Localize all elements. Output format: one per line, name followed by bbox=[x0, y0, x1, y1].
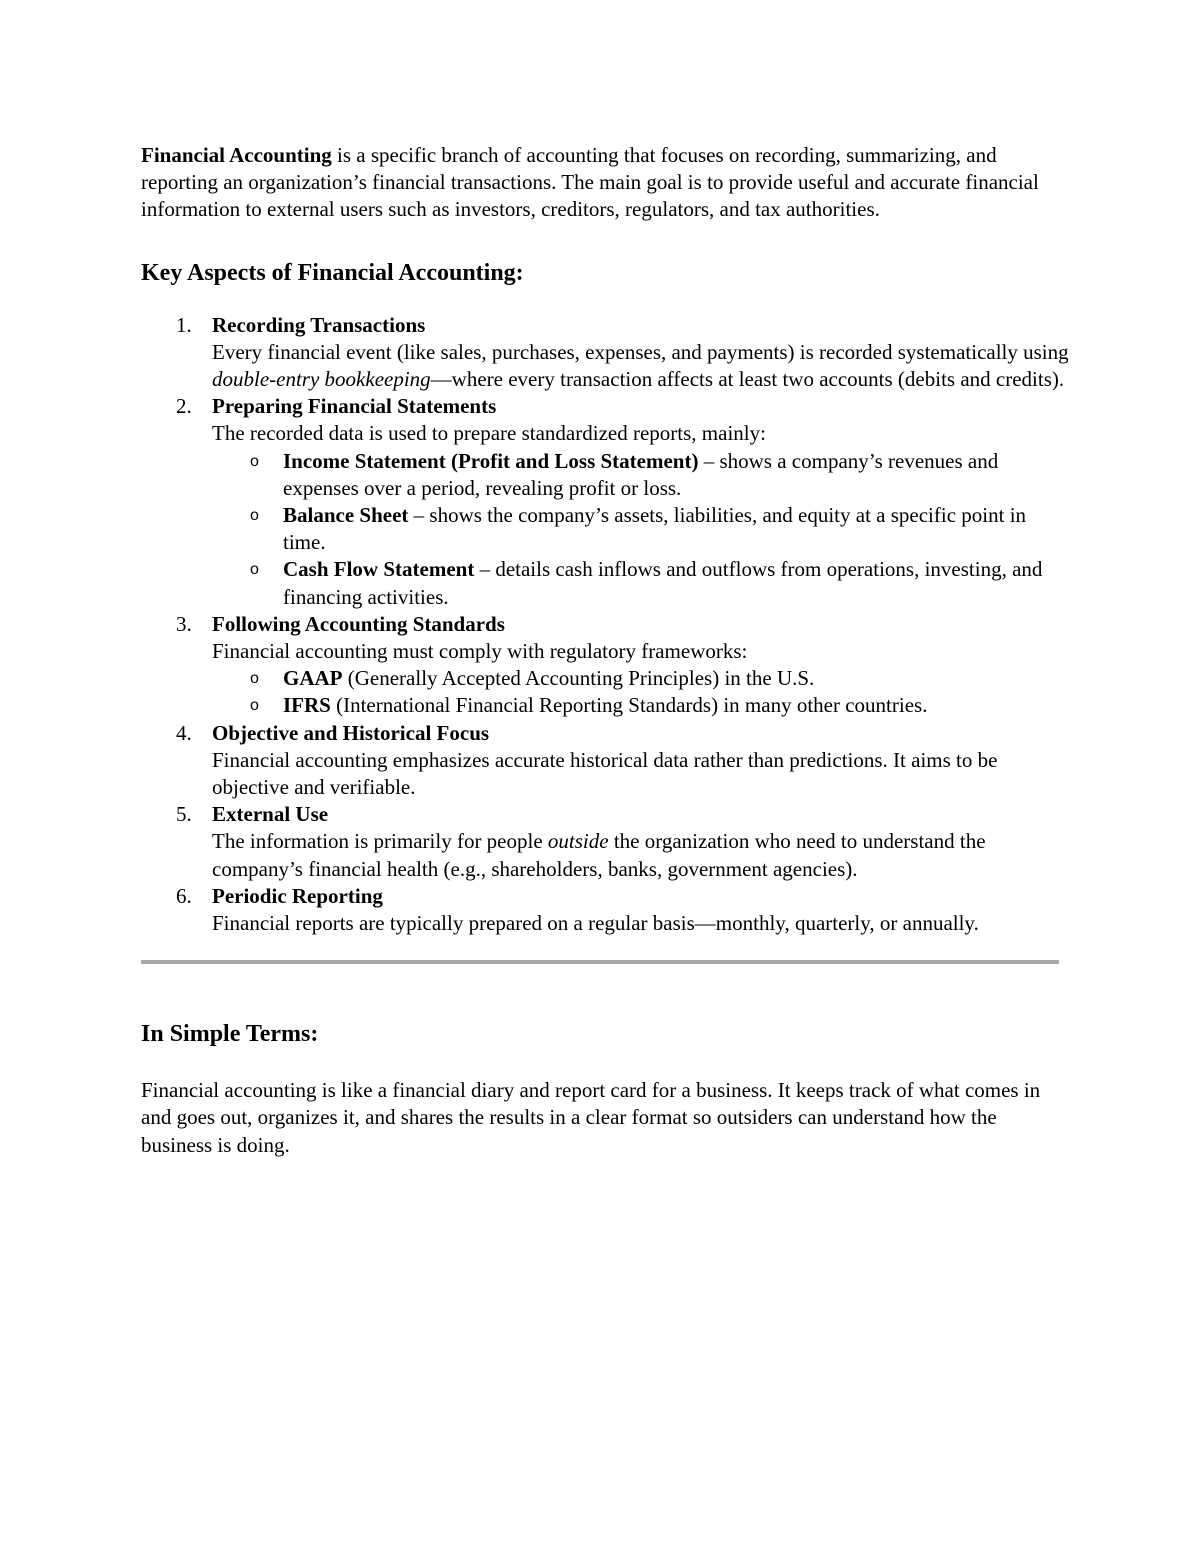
item-description: Financial accounting must comply with regulatory frameworks: bbox=[212, 639, 748, 664]
sub-list-item bbox=[212, 502, 1071, 556]
list-item bbox=[141, 393, 1071, 611]
key-aspects-list bbox=[141, 312, 1071, 938]
sub-item-text: – details cash inflows and outflows from operations, investing, and financing activities. bbox=[283, 557, 1043, 609]
list-item bbox=[141, 720, 1071, 802]
sub-item-text: – shows a company’s revenues and expenses over a period, revealing profit or loss. bbox=[283, 448, 999, 500]
item-description: Financial reports are typically prepared on a regular basis—monthly, quarterly, or annually. bbox=[212, 911, 979, 936]
item-title: External Use bbox=[212, 802, 329, 827]
bullet-icon: o bbox=[250, 670, 259, 688]
sub-list bbox=[212, 448, 1071, 611]
sub-list-item bbox=[212, 692, 1071, 719]
sub-item-text: (Generally Accepted Accounting Principles) in the U.S. bbox=[342, 666, 815, 691]
intro-bold-term: Financial Accounting bbox=[141, 143, 332, 167]
key-aspects-heading: Key Aspects of Financial Accounting: bbox=[141, 259, 524, 286]
intro-text: is a specific branch of accounting that focuses on recording, summarizing, and reporting an organization’s financial transactions. The main goal is to provide useful and accurate financial information to external users such as investors, creditors, regulators, and tax authorities. bbox=[141, 143, 1039, 222]
sub-item-term: IFRS bbox=[283, 693, 331, 718]
item-number: 4. bbox=[176, 720, 192, 745]
bullet-icon: o bbox=[250, 452, 259, 470]
sub-list bbox=[212, 665, 1071, 719]
list-item bbox=[141, 801, 1071, 883]
item-title: Recording Transactions bbox=[212, 312, 426, 337]
item-desc-italic: double-entry bookkeeping bbox=[212, 367, 431, 392]
sub-item-term: GAAP bbox=[283, 666, 343, 691]
item-desc-text: Every financial event (like sales, purchases, expenses, and payments) is recorded systematically using bbox=[212, 339, 1069, 364]
sub-item-text: (International Financial Reporting Standards) in many other countries. bbox=[330, 693, 928, 718]
bullet-icon: o bbox=[250, 561, 259, 579]
document-body bbox=[141, 142, 1071, 1159]
item-number: 6. bbox=[176, 883, 192, 908]
sub-item-text: – shows the company’s assets, liabilities, and equity at a specific point in time. bbox=[283, 503, 1027, 555]
sub-list-item bbox=[212, 665, 1071, 692]
item-title: Objective and Historical Focus bbox=[212, 720, 490, 745]
list-item bbox=[141, 883, 1071, 937]
sub-list-item bbox=[212, 556, 1071, 610]
sub-list-item bbox=[212, 448, 1071, 502]
sub-item-term: Balance Sheet bbox=[283, 503, 409, 528]
item-description bbox=[212, 828, 1071, 882]
bullet-icon: o bbox=[250, 697, 259, 715]
sub-item-term: Income Statement (Profit and Loss Statement) bbox=[283, 448, 699, 473]
simple-terms-paragraph: Financial accounting is like a financial diary and report card for a business. It keeps track of what comes in and goes out, organizes it, and shares the results in a clear format so outsiders can understand how the business is doing. bbox=[141, 1078, 1041, 1157]
list-item bbox=[141, 611, 1071, 720]
item-desc-text: —where every transaction affects at least two accounts (debits and credits). bbox=[430, 367, 1065, 392]
item-desc-text: The information is primarily for people bbox=[212, 829, 548, 854]
item-description: The recorded data is used to prepare standardized reports, mainly: bbox=[212, 421, 766, 446]
item-desc-text: the organization who need to understand the company’s financial health (e.g., shareholders, banks, government agencies). bbox=[212, 829, 986, 881]
item-number: 3. bbox=[176, 611, 192, 636]
item-title: Following Accounting Standards bbox=[212, 611, 505, 636]
item-number: 1. bbox=[176, 312, 192, 337]
item-number: 5. bbox=[176, 802, 192, 827]
item-number: 2. bbox=[176, 394, 192, 419]
item-desc-italic: outside bbox=[547, 829, 609, 854]
sub-item-term: Cash Flow Statement bbox=[283, 557, 475, 582]
simple-terms-heading: In Simple Terms: bbox=[141, 1021, 319, 1048]
bullet-icon: o bbox=[250, 507, 259, 525]
horizontal-divider bbox=[141, 960, 1059, 964]
item-title: Periodic Reporting bbox=[212, 883, 383, 908]
item-description bbox=[212, 339, 1071, 393]
intro-paragraph bbox=[141, 142, 1071, 224]
list-item bbox=[141, 312, 1071, 394]
item-title: Preparing Financial Statements bbox=[212, 394, 497, 419]
item-description: Financial accounting emphasizes accurate historical data rather than predictions. It aims to be objective and verifiable. bbox=[212, 747, 998, 800]
